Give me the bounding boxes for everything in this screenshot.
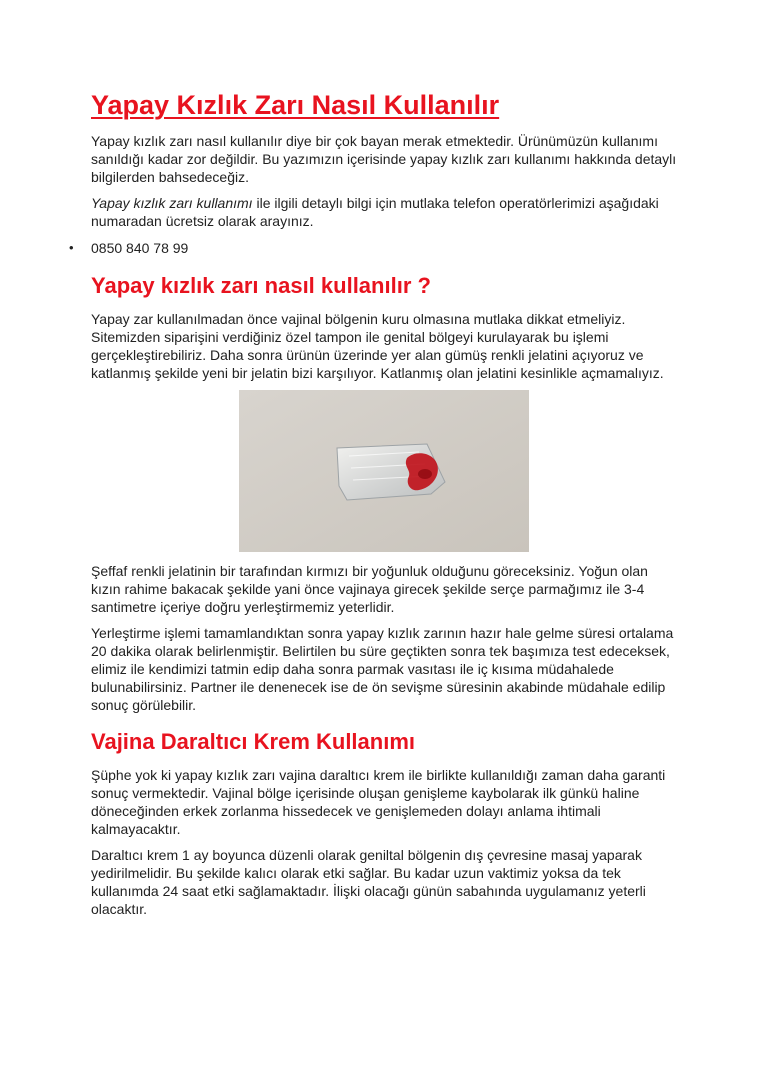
phone-number: 0850 840 78 99 [91, 240, 189, 256]
cream-paragraph-2: Daraltıcı krem 1 ay boyunca düzenli olarak geniltal bölgenin dış çevresine masaj yaparak yedirilmelidir. Bu şekilde kalıcı olarak etki sağlar. Bu kadar uzun vaktimiz yoksa da tek kullanımda 24 saat etki sağlamaktadır. İlişki olacağı günün sabahında uygulamanız yeterli olacaktır. [91, 847, 646, 917]
red-gel-core [418, 469, 432, 479]
section-heading-cream: Vajina Daraltıcı Krem Kullanımı [91, 729, 416, 754]
phone-list [69, 238, 681, 258]
product-photo [239, 390, 529, 552]
intro-call-paragraph [91, 194, 681, 230]
list-item [69, 238, 681, 258]
document-page [69, 88, 681, 926]
usage-paragraph-1: Yapay zar kullanılmadan önce vajinal bölgenin kuru olmasına mutlaka dikkat etmeliyiz. Sitemizden siparişini verdiğiniz özel tampon ile genital bölgeyi kurulayarak bu işlemi gerçekleştirebiliriz. Daha sonra ürünün üzerinde yer alan gümüş renkli jelatini açıyoruz ve katlanmış şekilde yeni bir jelatin bizi karşılıyor. Katlanmış olan jelatini kesinlikle açmamalıyız. [91, 311, 664, 381]
bullet-dot: • [69, 240, 74, 255]
page-title: Yapay Kızlık Zarı Nasıl Kullanılır [91, 90, 500, 120]
intro-emphasis: Yapay kızlık zarı kullanımı [91, 195, 253, 211]
product-photo-illustration [239, 390, 529, 552]
cream-paragraph-1: Şüphe yok ki yapay kızlık zarı vajina daraltıcı krem ile birlikte kullanıldığı zaman daha garanti sonuç vermektedir. Vajinal bölge içerisinde oluşan genişleme kaybolarak ilk günkü haline döneceğinden erkek zorlanma hissedecek ve genişlemeden dolayı anlama ihtimali kalmayacaktır. [91, 767, 666, 837]
intro-call-text: ile ilgili detaylı bilgi için mutlaka telefon operatörlerimizi aşağıdaki numaradan ücretsiz olarak arayınız. [91, 195, 659, 229]
usage-paragraph-2: Şeffaf renkli jelatinin bir tarafından kırmızı bir yoğunluk olduğunu göreceksiniz. Yoğun olan kızın rahime bakacak şekilde yani önce vajinaya girecek şekilde serçe parmağımız ile 3-4 santimetre içeriye doğru yerleştirmemiz yeterlidir. [91, 563, 648, 615]
intro-paragraph: Yapay kızlık zarı nasıl kullanılır diye bir çok bayan merak etmektedir. Ürünümüzün kullanımı sanıldığı kadar zor değildir. Bu yazımızın içerisinde yapay kızlık zarı kullanımı hakkında detaylı bilgilerden bahsedeceğiz. [91, 133, 677, 185]
usage-paragraph-3: Yerleştirme işlemi tamamlandıktan sonra yapay kızlık zarının hazır hale gelme süresi ortalama 20 dakika olarak belirlenmiştir. Belirtilen bu süre geçtikten sonra tek başımıza test edeceksek, elimiz ile kendimizi tatmin edip daha sonra parmak vasıtası ile iç kısıma müdahalede bulunabilirsiniz. Partner ile denenecek ise de ön sevişme süresinin akabinde müdahale edilip sonuç görülebilir. [91, 625, 674, 713]
section-heading-usage: Yapay kızlık zarı nasıl kullanılır ? [91, 273, 431, 298]
